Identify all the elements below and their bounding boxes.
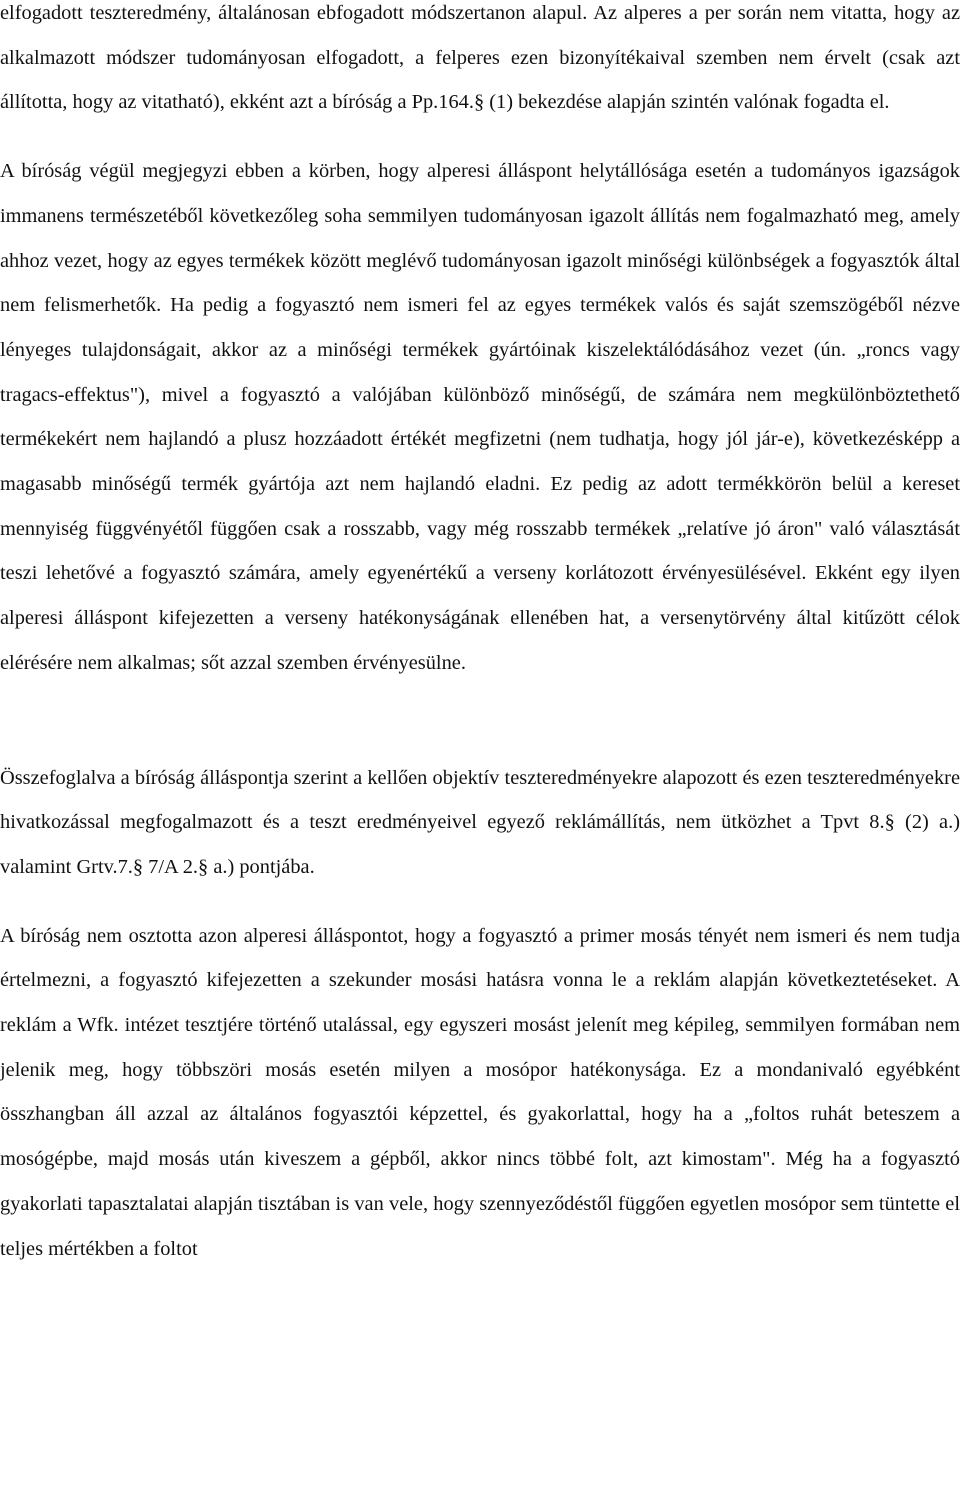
paragraph-primary-wash: A bíróság nem osztotta azon alperesi álláspontot, hogy a fogyasztó a primer mosás tényét nem ismeri és nem tudja értelmezni, a fogyasztó kifejezetten a szekunder mosási hatásra vonna le a reklám alapján következtetéseket. A reklám a Wfk. intézet tesztjére történő utalással, egy egyszeri mosást jelenít meg képileg, semmilyen formában nem jelenik meg, hogy többszöri mosás esetén milyen a mosópor hatékonysága. Ez a mondanivaló egyébként összhangban áll azzal az általános fogyasztói képzettel, és gyakorlattal, hogy ha a „foltos ruhát beteszem a mosógépbe, majd mosás után kiveszem a gépből, akkor nincs többé folt, azt kimostam". Még ha a fogyasztó gyakorlati tapasztalatai alapján tisztában is van vele, hogy szennyeződéstől függően egyetlen mosópor sem tüntette el teljes mértékben a foltot — [0, 924, 960, 1260]
paragraph-summary: Összefoglalva a bíróság álláspontja szerint a kellően objektív teszteredményekre alapozott és ezen teszteredményekre hivatkozással megfogalmazott és a teszt eredményeivel egyező reklámállítás, nem ütközhet a Tpvt 8.§ (2) a.) valamint Grtv.7.§ 7/A 2.§ a.) pontjába. — [0, 766, 960, 878]
paragraph-spacer — [0, 890, 960, 914]
paragraph-spacer — [0, 125, 960, 149]
paragraph-method-accepted: elfogadott teszteredmény, általánosan ebfogadott módszertanon alapul. Az alperes a per során nem vitatta, hogy az alkalmazott módszer tudományosan elfogadott, a felperes ezen bizonyítékaival szemben nem érvelt (csak azt állította, hogy az vitatható), ekként azt a bíróság a Pp.164.§ (1) bekezdése alapján szintén valónak fogadta el. — [0, 2, 960, 114]
paragraph-spacer — [0, 686, 960, 756]
paragraph-court-remark: A bíróság végül megjegyzi ebben a körben, hogy alperesi álláspont helytállósága esetén a tudományos igazságok immanens természetéből következőleg soha semmilyen tudományosan igazolt állítás nem fogalmazható meg, amely ahhoz vezet, hogy az egyes termékek között meglévő tudományosan igazolt minőségi különbségek a fogyasztók által nem felismerhetők. Ha pedig a fogyasztó nem ismeri fel az egyes termékek valós és saját szemszögéből nézve lényeges tulajdonságait, akkor az a minőségi termékek gyártóinak kiszelektálódásához vezet (ún. „roncs vagy tragacs-effektus"), mivel a fogyasztó a valójában különböző minőségű, de számára nem megkülönböztethető termékekért nem hajlandó a plusz hozzáadott értékét megfizetni (nem tudhatja, hogy jól jár-e), következésképp a magasabb minőségű termék gyártója azt nem hajlandó eladni. Ez pedig az adott termékkörön belül a kereset mennyiség függvényétől függően csak a rosszabb, vagy még rosszabb termékek „relatíve jó áron" való választását teszi lehetővé a fogyasztó számára, amely egyenértékű a verseny korlátozott érvényesülésével. Ekként egy ilyen alperesi álláspont kifejezetten a verseny hatékonyságának ellenében hat, a versenytörvény által kitűzött célok elérésére nem alkalmas; sőt azzal szemben érvényesülne. — [0, 160, 960, 674]
